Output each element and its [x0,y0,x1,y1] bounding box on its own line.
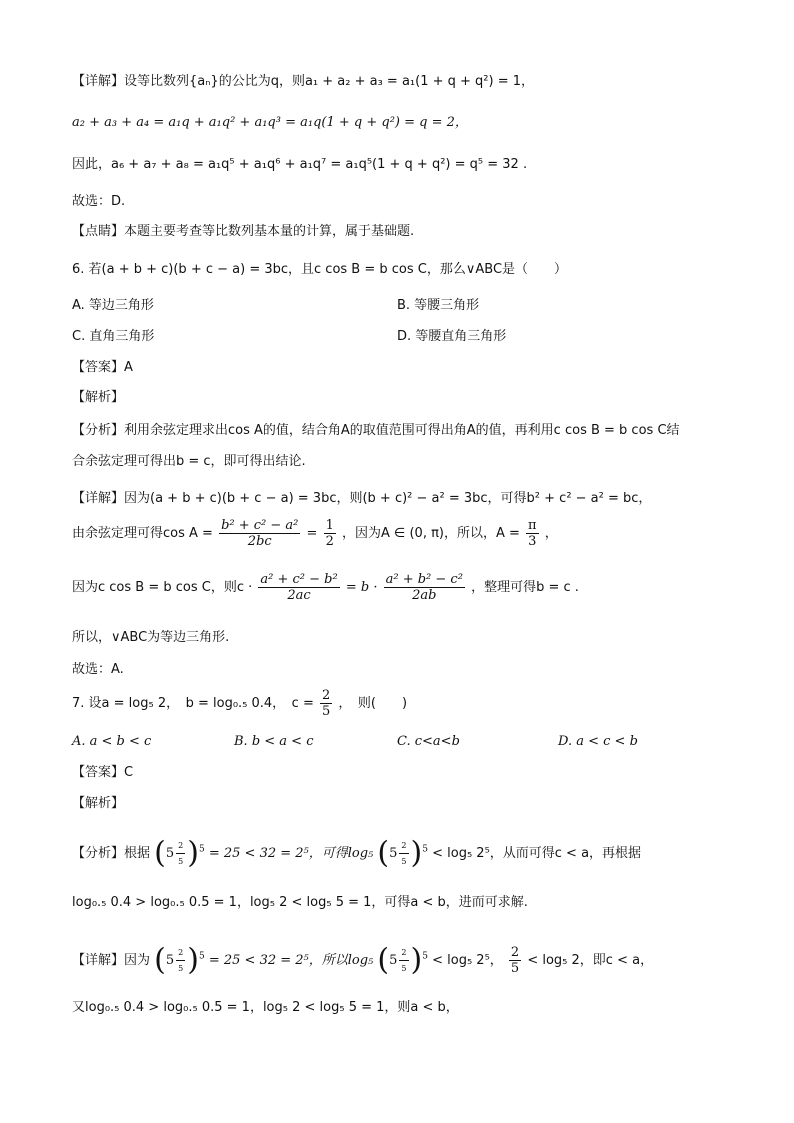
q7-option-d: D. a < c < b [558,734,638,749]
remark-line: 【点睛】本题主要考查等比数列基本量的计算，属于基础题. [72,224,415,239]
power-expression: (5 $\frac{2}{5}$ )$^5$ [377,942,428,978]
q7-answer: 【答案】C [72,765,134,780]
q7-analysis-heading: 【解析】 [72,796,125,811]
q7-detail-line-1: 【详解】因为 (5 $\frac{2}{5}$ )$^5$ = 25 < 32 = 2⁵，所以log₅ (5 $\frac{2}{5}$ )$^5$ < log₅ 2⁵， $\frac{2}{5}$ < log₅ 2，即c < a， [72,942,654,978]
q6-choice: 故选：A. [72,662,124,677]
q6-conclusion: 所以，∨ABC为等边三角形. [72,630,230,645]
power-expression: (5 $\frac{2}{5}$ )$^5$ [154,835,205,871]
solution-line-1: 【详解】设等比数列{aₙ}的公比为q，则a₁ + a₂ + a₃ = a₁(1 + q + q²) = 1， [72,74,534,89]
q7-detail-line-2: 又log₀.₅ 0.4 > log₀.₅ 0.5 = 1，log₅ 2 < log₅ 5 = 1，则a < b， [72,1000,459,1015]
fraction-right: $\frac{\text{a² + b² − c²}}{2ab}$ [385,572,463,603]
q6-detail-line-1: 【详解】因为(a + b + c)(b + c − a) = 3bc，则(b + c)² − a² = 3bc，可得b² + c² − a² = bc， [72,491,652,506]
two-fifths-fraction: $\frac{2}{5}$ [510,945,520,976]
q6-analysis-line-1: 【分析】利用余弦定理求出cos A的值，结合角A的取值范围可得出角A的值，再利用c cos B = b cos C结 [72,423,680,438]
q6-detail-line-3: 因为c cos B = b cos C，则c · $\frac{\text{a² + c² − b²}}{2ac}$ = b · $\frac{\text{a² + b² − c²}}{2ab}$ ，整理可得b = c . [72,572,579,603]
q6-analysis-heading: 【解析】 [72,390,125,405]
solution-line-3: 因此，a₆ + a₇ + a₈ = a₁q⁵ + a₁q⁶ + a₁q⁷ = a₁q⁵(1 + q + q²) = q⁵ = 32 . [72,157,528,172]
power-expression: (5 $\frac{2}{5}$ )$^5$ [377,835,428,871]
q7-analysis-line-2: log₀.₅ 0.4 > log₀.₅ 0.5 = 1，log₅ 2 < log₅ 5 = 1，可得a < b，进而可求解. [72,895,528,910]
answer-choice-line: 故选：D. [72,194,126,209]
q7-option-a: A. a < b < c [72,734,152,749]
question-6-stem: 6. 若(a + b + c)(b + c − a) = 3bc，且c cos B = b cos C，那么∨ABC是（ ） [72,262,568,277]
fraction-left: $\frac{\text{a² + c² − b²}}{2ac}$ [260,572,338,603]
two-fifths-fraction: $\frac{2}{5}$ [322,688,331,719]
half-fraction: $\frac{1}{2}$ [325,518,334,549]
q6-detail-line-2: 由余弦定理可得cos A = $\frac{\text{b² + c² − a²}}{2bc}$ = $\frac{1}{2}$ ，因为A ∈ (0, π)，所以，A = $\frac{\pi}{3}$ ， [72,518,558,549]
q6-option-d: D. 等腰直角三角形 [397,329,507,344]
q7-option-c: C. c<a<b [397,734,460,749]
cosine-fraction: $\frac{\text{b² + c² − a²}}{2bc}$ [221,518,299,549]
power-expression: (5 $\frac{2}{5}$ )$^5$ [154,942,205,978]
q6-answer: 【答案】A [72,360,133,375]
q6-option-b: B. 等腰三角形 [397,298,480,313]
q7-option-b: B. b < a < c [234,734,314,749]
q6-option-a: A. 等边三角形 [72,298,154,313]
question-7-stem: 7. 设a = log₅ 2， b = log₀.₅ 0.4， c = $\frac{2}{5}$ ， 则( ) [72,688,408,719]
solution-line-2: a₂ + a₃ + a₄ = a₁q + a₁q² + a₁q³ = a₁q(1 + q + q²) = q = 2， [72,115,468,130]
q7-analysis-line-1: 【分析】根据 (5 $\frac{2}{5}$ )$^5$ = 25 < 32 = 2⁵，可得log₅ (5 $\frac{2}{5}$ )$^5$ < log₅ 2⁵，从而可得c < a，再根据 [72,835,642,871]
q6-option-c: C. 直角三角形 [72,329,155,344]
pi-third-fraction: $\frac{\pi}{3}$ [528,518,537,549]
q6-analysis-line-2: 合余弦定理可得出b = c，即可得出结论. [72,454,306,469]
